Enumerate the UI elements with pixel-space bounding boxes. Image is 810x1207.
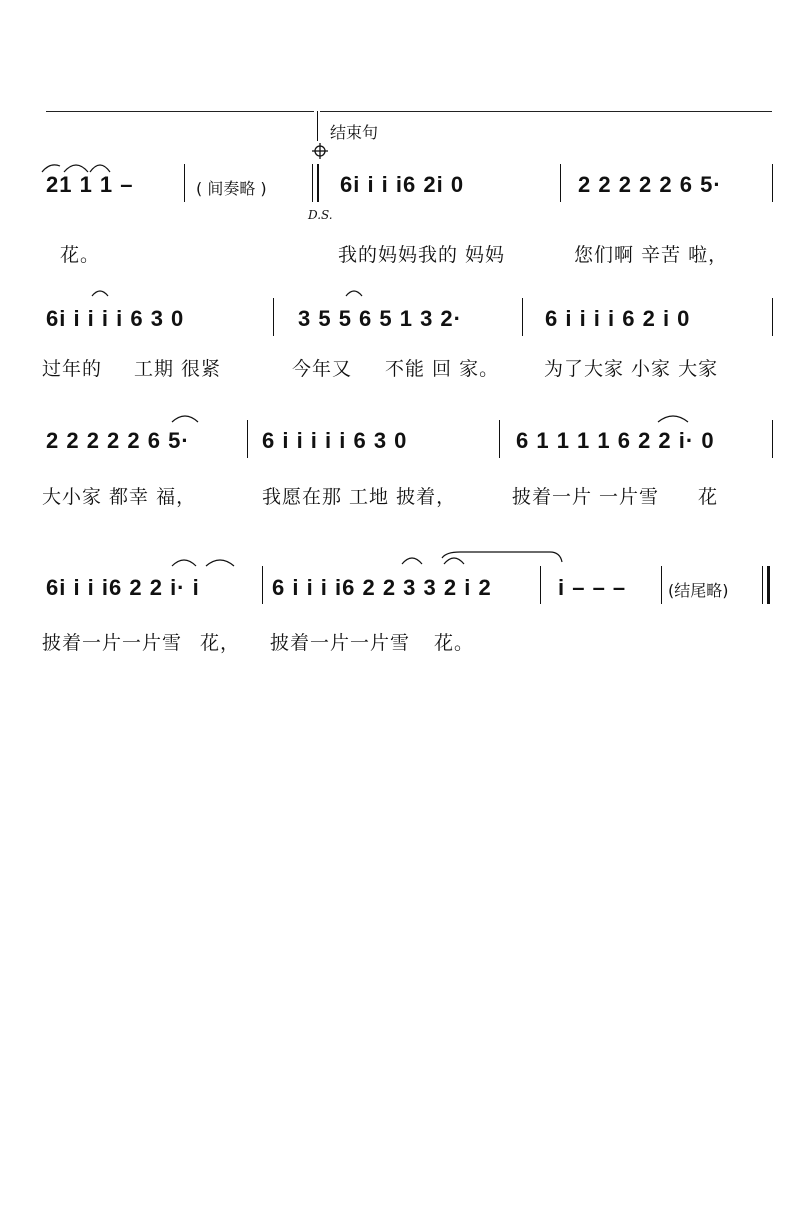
slur — [40, 158, 110, 178]
barline — [312, 164, 313, 202]
final-barline-thin — [762, 566, 763, 604]
barline — [184, 164, 185, 202]
outro-label: (结尾略) — [668, 581, 729, 600]
barline — [247, 420, 248, 458]
ending-bracket-line — [317, 111, 318, 141]
lyric: 为了大家 小家 大家 — [544, 358, 719, 380]
staff-top-rule-left — [46, 111, 314, 112]
barline — [772, 164, 773, 202]
lyric: 大小家 都幸 福， — [42, 486, 197, 508]
slur — [400, 548, 560, 568]
lyric: 披着一片 一片雪 — [512, 486, 660, 508]
notes-measure: 6i i i i6 2i 0 — [340, 172, 465, 197]
barline — [560, 164, 561, 202]
notes-measure: 2 2 2 2 2 6 5· — [46, 428, 190, 453]
lyric: 今年又 — [292, 358, 353, 380]
barline — [540, 566, 541, 604]
notes-measure: 6 i i i i i 6 3 0 — [262, 428, 408, 453]
notes-measure: 6i i i i i 6 3 0 — [46, 306, 185, 331]
barline — [772, 298, 773, 336]
lyric: 您们啊 辛苦 啦， — [574, 244, 729, 266]
barline — [661, 566, 662, 604]
notes-measure: 6 i i i i 6 2 i 0 — [545, 306, 691, 331]
lyric: 不能 回 家。 — [385, 358, 500, 380]
slur — [90, 286, 110, 298]
coda-icon — [312, 143, 328, 159]
notes-measure: 21 1 1 – — [46, 172, 134, 197]
notes-measure: 6i i i i6 2 2 i· i — [46, 575, 200, 600]
lyric: 工期 很紧 — [134, 358, 222, 380]
notes-measure: 6 i i i i6 2 2 3 3 2 i 2 — [272, 575, 492, 600]
lyric: 我的妈妈我的 妈妈 — [338, 244, 506, 266]
lyric: 披着一片一片雪 — [270, 632, 411, 654]
lyric: 花。 — [60, 244, 101, 266]
lyric: 披着一片一片雪 — [42, 632, 183, 654]
double-barline — [317, 164, 319, 202]
slur — [170, 410, 200, 424]
barline — [522, 298, 523, 336]
ds-marking: D.S. — [308, 208, 333, 222]
lyric: 我愿在那 工地 披着， — [262, 486, 457, 508]
lyric: 花 — [698, 486, 719, 508]
notes-measure: 2 2 2 2 2 6 5· — [578, 172, 722, 197]
lyric: 花。 — [434, 632, 475, 654]
barline — [262, 566, 263, 604]
interlude-label: ( 间奏略 ) — [196, 179, 267, 198]
barline — [499, 420, 500, 458]
lyric: 花， — [200, 632, 241, 654]
staff-top-rule-right — [320, 111, 772, 112]
notes-measure: 6 1 1 1 1 6 2 2 i· 0 — [516, 428, 715, 453]
barline — [273, 298, 274, 336]
slur — [170, 554, 240, 568]
slur — [344, 286, 364, 298]
final-barline-thick — [767, 566, 770, 604]
slur — [656, 410, 690, 424]
ending-phrase-label: 结束句 — [330, 123, 379, 142]
notes-measure: i – – – — [558, 575, 627, 600]
barline — [772, 420, 773, 458]
lyric: 过年的 — [42, 358, 103, 380]
notes-measure: 3 5 5 6 5 1 3 2· — [298, 306, 462, 331]
